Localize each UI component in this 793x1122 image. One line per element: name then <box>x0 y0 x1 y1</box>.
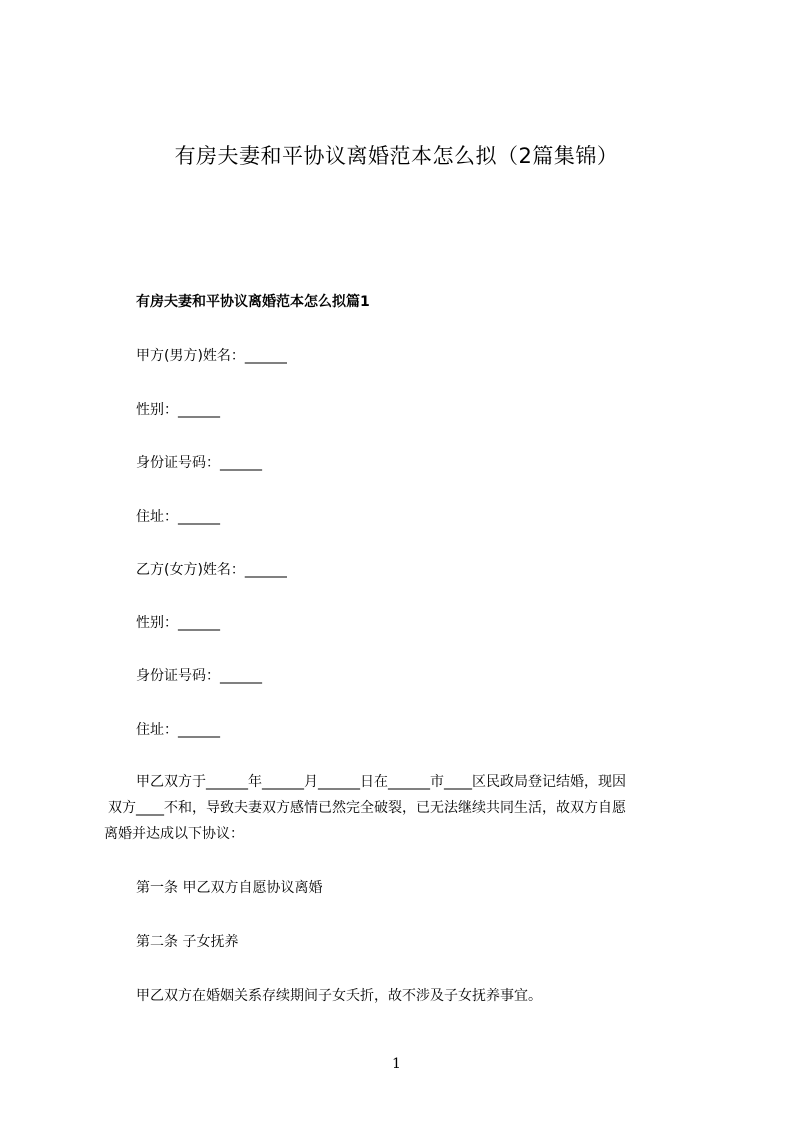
field-party-a-gender: 性别：______ <box>136 402 220 418</box>
paragraph-line: 离婚并达成以下协议： <box>104 826 244 842</box>
field-party-a-id: 身份证号码：______ <box>136 455 262 471</box>
page-number: 1 <box>392 1056 401 1072</box>
article-one: 第一条 甲乙双方自愿协议离婚 <box>136 880 323 896</box>
article-two-body: 甲乙双方在婚姻关系存续期间子女夭折，故不涉及子女抚养事宜。 <box>136 988 542 1004</box>
paragraph-line: 双方____不和，导致夫妻双方感情已然完全破裂，已无法继续共同生活，故双方自愿 <box>108 800 626 816</box>
field-party-b-address: 住址：______ <box>136 722 220 738</box>
field-party-b-id: 身份证号码：______ <box>136 668 262 684</box>
field-party-a-name: 甲方(男方)姓名：______ <box>136 348 287 364</box>
field-party-a-address: 住址：______ <box>136 509 220 525</box>
field-party-b-name: 乙方(女方)姓名：______ <box>136 562 287 578</box>
article-two: 第二条 子女抚养 <box>136 934 239 950</box>
field-party-b-gender: 性别：______ <box>136 615 220 631</box>
agreement-paragraph <box>104 769 704 847</box>
paragraph-line: 甲乙双方于______年______月______日在______市____区民政局登记结婚，现因 <box>136 774 626 790</box>
document-title: 有房夫妻和平协议离婚范本怎么拟（2篇集锦） <box>174 144 619 168</box>
section-heading: 有房夫妻和平协议离婚范本怎么拟篇1 <box>136 294 370 310</box>
